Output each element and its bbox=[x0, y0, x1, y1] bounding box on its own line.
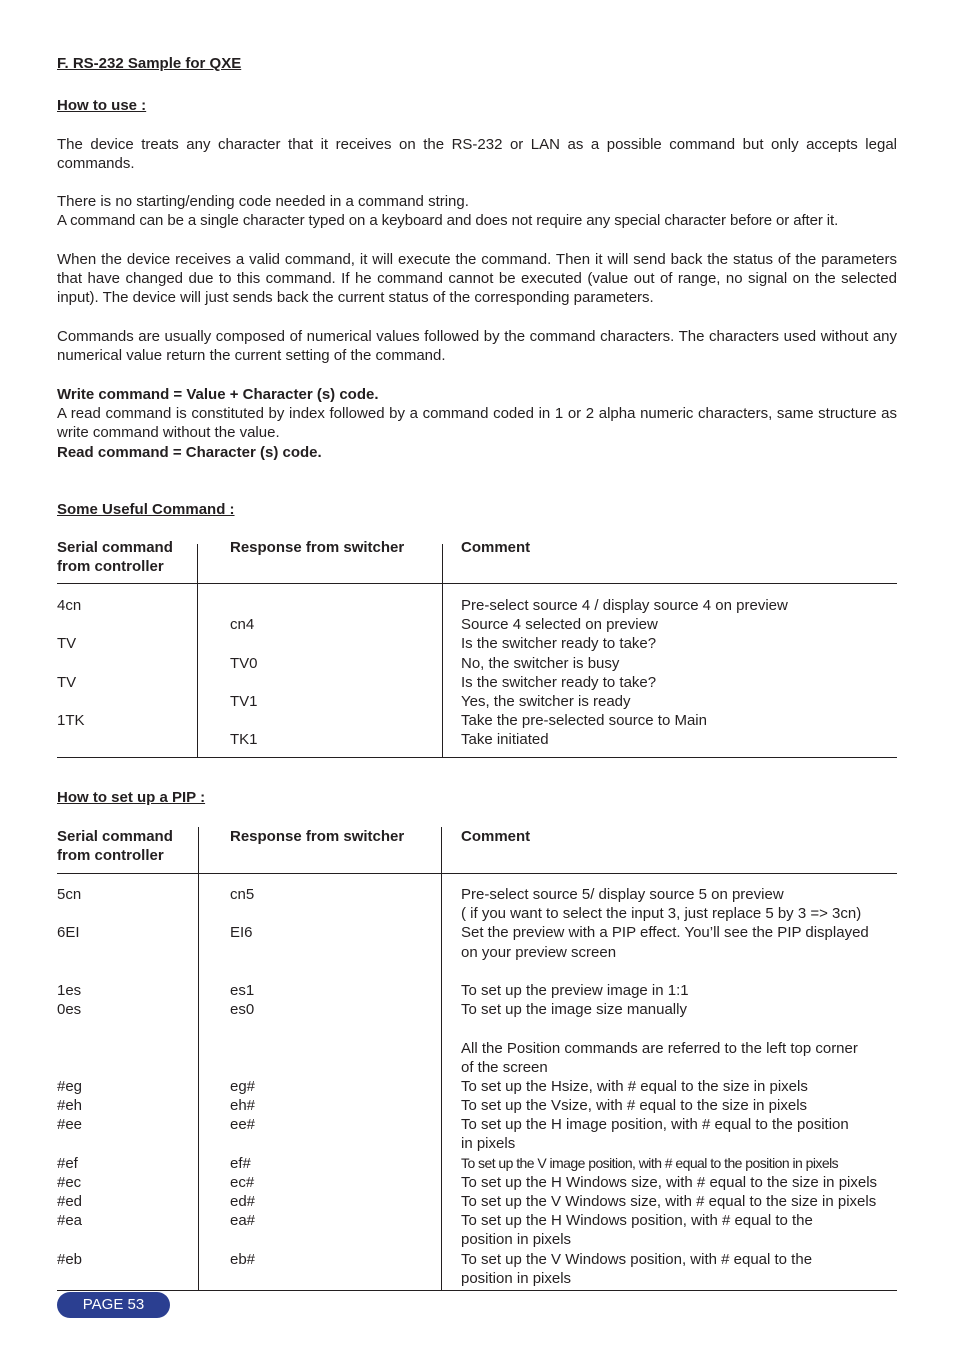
valid-command-paragraph: When the device receives a valid command, it will execute the command. Then it will send back the status of the parameters that have changed due to this command. If he command cannot be executed (value out of range, no signal on the selected input). The device will just sends back the current status of the corresponding parameters. bbox=[57, 251, 897, 307]
table-row: 5cn cn5 Pre-select source 5/ display source 5 on preview bbox=[57, 886, 784, 903]
useful-commands-heading: Some Useful Command : bbox=[57, 501, 235, 518]
header-comment: Comment bbox=[461, 539, 531, 556]
table-row: 1es es1 To set up the preview image in 1:1 bbox=[57, 981, 689, 999]
table-row: position in pixels bbox=[461, 1269, 572, 1287]
header-response: Response from switcher bbox=[230, 539, 405, 556]
table-row: TV Is the switcher ready to take? bbox=[57, 635, 657, 653]
table-row: in pixels bbox=[461, 1135, 516, 1153]
table-row: #eh eh# To set up the Vsize, with # equal to the size in pixels bbox=[57, 1097, 808, 1115]
commands-composed-paragraph: Commands are usually composed of numerical values followed by the command characters. The characters used without any numerical value return the current setting of the command. bbox=[57, 328, 897, 365]
table-row: #eg eg# To set up the Hsize, with # equal to the size in pixels bbox=[57, 1077, 808, 1095]
table-row: 1TK Take the pre-selected source to Main bbox=[57, 712, 707, 730]
table-row: ( if you want to select the input 3, just replace 5 by 3 => 3cn) bbox=[461, 905, 862, 923]
header-serial-command: Serial command from controller bbox=[57, 539, 173, 576]
section-title: F. RS-232 Sample for QXE bbox=[57, 55, 242, 72]
read-command-rule: Read command = Character (s) code. bbox=[57, 443, 322, 461]
table-row: position in pixels bbox=[461, 1231, 572, 1249]
table-row: of the screen bbox=[461, 1058, 548, 1076]
table-row: #ef ef# To set up the V image position, with # equal to the position in pixels bbox=[57, 1154, 839, 1172]
header-response: Response from switcher bbox=[230, 828, 405, 845]
pip-heading: How to set up a PIP : bbox=[57, 789, 206, 806]
header-serial-command: Serial command from controller bbox=[57, 828, 173, 865]
spacer bbox=[57, 962, 897, 981]
header-comment: Comment bbox=[461, 828, 531, 845]
table-row: #ec ec# To set up the H Windows size, with # equal to the size in pixels bbox=[57, 1173, 878, 1191]
useful-commands-table bbox=[57, 538, 897, 758]
table-row: 4cn Pre-select source 4 / display source 4 on preview bbox=[57, 597, 788, 614]
table-row: 0es es0 To set up the image size manually bbox=[57, 1001, 687, 1019]
table-row: TV Is the switcher ready to take? bbox=[57, 673, 657, 691]
single-character-line: A command can be a single character typed on a keyboard and does not require any special character before or after it. bbox=[57, 212, 839, 230]
spacer bbox=[57, 1019, 897, 1038]
page-number-badge: PAGE 53 bbox=[57, 1292, 170, 1318]
pip-commands-table bbox=[57, 827, 897, 1292]
table-row: #ea ea# To set up the H Windows position, with # equal to the bbox=[57, 1212, 813, 1230]
table-row: TV1 Yes, the switcher is ready bbox=[230, 692, 631, 710]
table-row: All the Position commands are referred to the left top corner bbox=[461, 1039, 858, 1057]
intro-paragraph: The device treats any character that it receives on the RS-232 or LAN as a possible command but only accepts legal commands. bbox=[57, 136, 897, 173]
read-command-description: A read command is constituted by index followed by a command coded in 1 or 2 alpha numeric characters, same structure as write command without the value. bbox=[57, 405, 897, 442]
no-start-code-line: There is no starting/ending code needed in a command string. bbox=[57, 193, 469, 210]
table-row: #ee ee# To set up the H image position, with # equal to the position bbox=[57, 1116, 849, 1134]
table-row: #eb eb# To set up the V Windows position, with # equal to the bbox=[57, 1250, 813, 1268]
table-row: TK1 Take initiated bbox=[230, 731, 549, 749]
table-row: #ed ed# To set up the V Windows size, with # equal to the size in pixels bbox=[57, 1193, 877, 1210]
how-to-use-heading: How to use : bbox=[57, 97, 147, 114]
table-row: cn4 Source 4 selected on preview bbox=[230, 616, 658, 634]
write-command-rule: Write command = Value + Character (s) code. bbox=[57, 386, 379, 403]
table-row: 6EI EI6 Set the preview with a PIP effect. You’ll see the PIP displayed bbox=[57, 924, 869, 942]
table-row: TV0 No, the switcher is busy bbox=[230, 654, 620, 672]
table-row: on your preview screen bbox=[461, 943, 617, 961]
